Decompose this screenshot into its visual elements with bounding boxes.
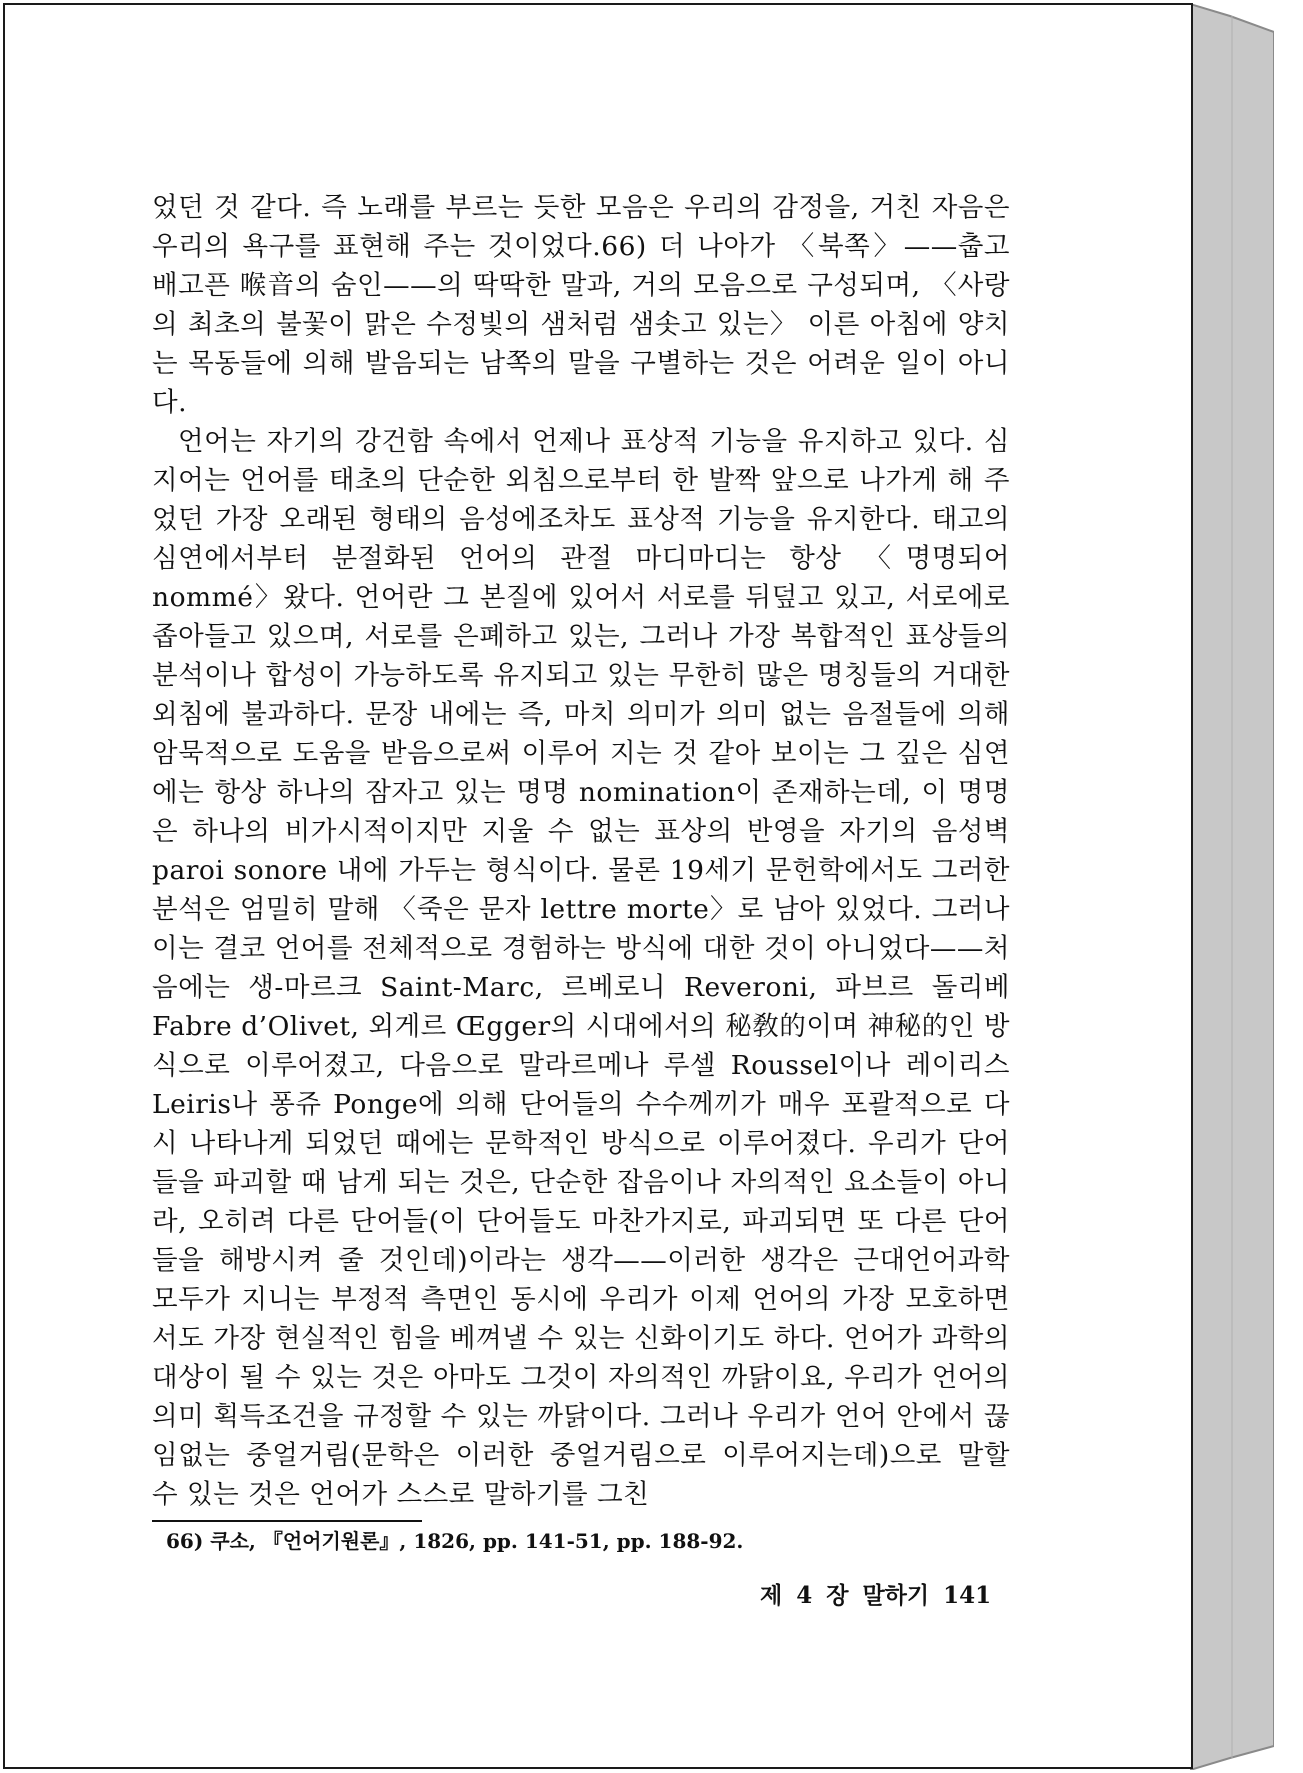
book-page-edges xyxy=(1190,4,1274,1770)
paragraph: 언어는 자기의 강건함 속에서 언제나 표상적 기능을 유지하고 있다. 심지어는 언어를 태초의 단순한 외침으로부터 한 발짝 앞으로 나가게 해 주었던 가장 오래된 형태의 음성에조차도 표상적 기능을 유지한다. 태고의 심연에서부터 분절화된 언어의 관절 마디마디는 항상 〈명명되어 nommé〉왔다. 언어란 그 본질에 있어서 서로를 뒤덮고 있고, 서로에로 좁아들고 있으며, 서로를 은폐하고 있는, 그러나 가장 복합적인 표상들의 분석이나 합성이 가능하도록 유지되고 있는 무한히 많은 명칭들의 거대한 외침에 불과하다. 문장 내에는 즉, 마치 의미가 의미 없는 음절들에 의해 암묵적으로 도움을 받음으로써 이루어 지는 것 같아 보이는 그 깊은 심연에는 항상 하나의 잠자고 있는 명명 nomination이 존재하는데, 이 명명은 하나의 비가시적이지만 지울 수 없는 표상의 반영을 자기의 음성벽 paroi sonore 내에 가두는 형식이다. 물론 19세기 문헌학에서도 그러한 분석은 엄밀히 말해 〈죽은 문자 lettre morte〉로 남아 있었다. 그러나 이는 결코 언어를 전체적으로 경험하는 방식에 대한 것이 아니었다——처음에는 생-마르크 Saint-Marc, 르베로니 Reveroni, 파브르 돌리베 Fabre d’Olivet, 외게르 Œgger의 시대에서의 秘敎的이며 神秘的인 방식으로 이루어졌고, 다음으로 말라르메나 루셀 Roussel이나 레이리스 Leiris나 퐁쥬 Ponge에 의해 단어들의 수수께끼가 매우 포괄적으로 다시 나타나게 되었던 때에는 문학적인 방식으로 이루어졌다. 우리가 단어들을 파괴할 때 남게 되는 것은, 단순한 잡음이나 자의적인 요소들이 아니라, 오히려 다른 단어들(이 단어들도 마찬가지로, 파괴되면 또 다른 단어들을 해방시켜 줄 것인데)이라는 생각——이러한 생각은 근대언어과학 모두가 지니는 부정적 측면인 동시에 우리가 이제 언어의 가장 모호하면서도 가장 현실적인 힘을 베껴낼 수 있는 신화이기도 하다. 언어가 과학의 대상이 될 수 있는 것은 아마도 그것이 자의적인 까닭이요, 우리가 언어의 의미 획득조건을 규정할 수 있는 까닭이다. 그러나 우리가 언어 안에서 끊임없는 중얼거림(문학은 이러한 중얼거림으로 이루어지는데)으로 말할 수 있는 것은 언어가 스스로 말하기를 그친 xyxy=(152,426,1010,1510)
footnote: 66) 쿠소, 『언어기원론』, 1826, pp. 141-51, pp. 188-92. xyxy=(166,1529,744,1553)
body-text xyxy=(152,188,1010,1514)
footnote-divider xyxy=(152,1520,422,1522)
running-footer: 제 4 장 말하기 141 xyxy=(760,1582,992,1609)
paragraph: 었던 것 같다. 즉 노래를 부르는 듯한 모음은 우리의 감정을, 거친 자음은 우리의 욕구를 표현해 주는 것이었다.66) 더 나아가 〈북쪽〉——춥고 배고픈 喉音의 숨인——의 딱딱한 말과, 거의 모음으로 구성되며, 〈사랑의 최초의 불꽃이 맑은 수정빛의 샘처럼 샘솟고 있는〉 이른 아침에 양치는 목동들에 의해 발음되는 남쪽의 말을 구별하는 것은 어려운 일이 아니다. xyxy=(152,192,1010,418)
